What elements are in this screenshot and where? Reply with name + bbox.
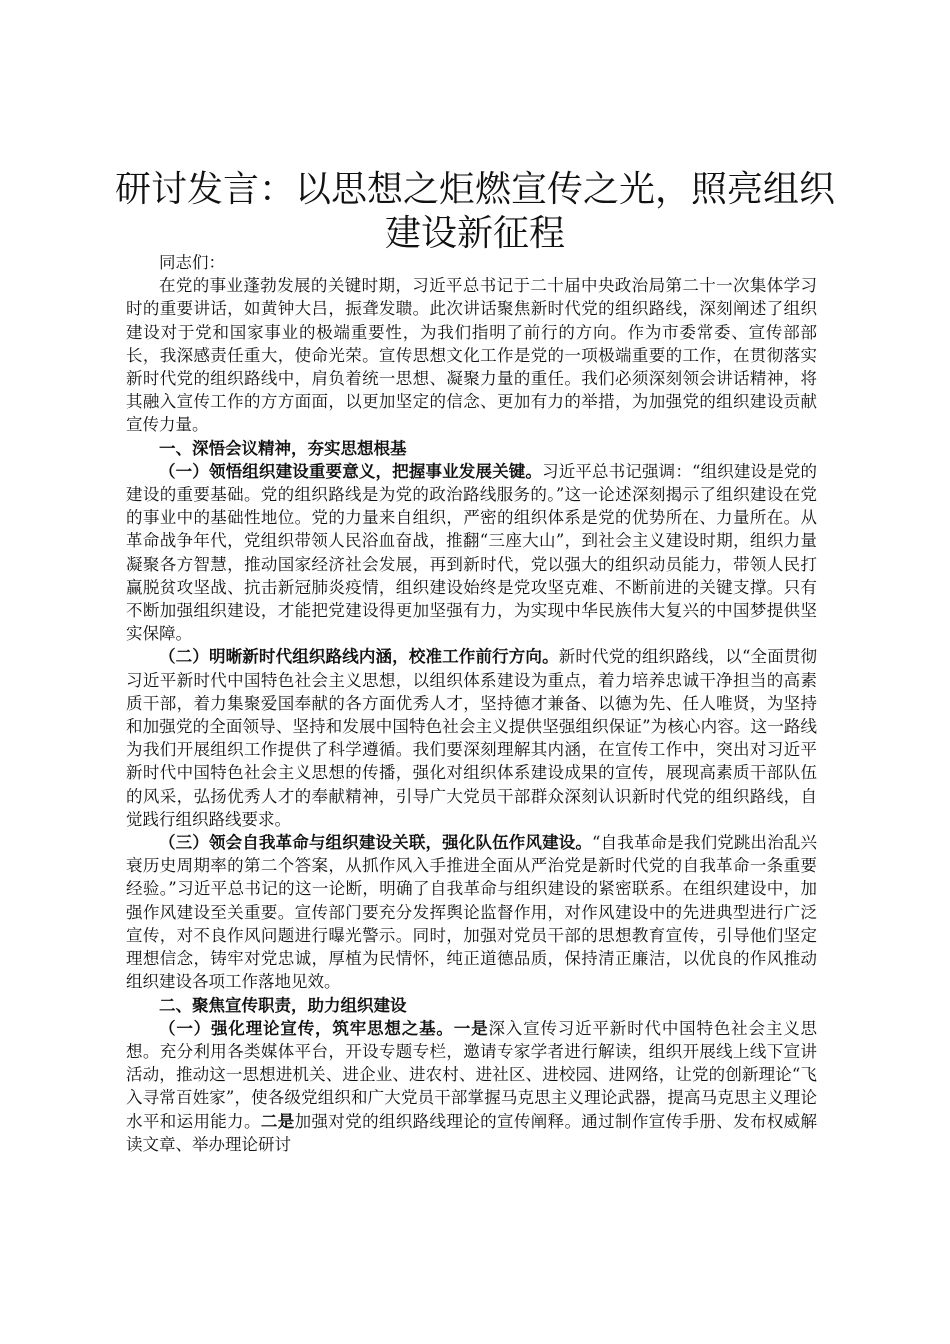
section-1-paragraph-3 [126,831,817,993]
paragraph-lead: （二）明晰新时代组织路线内涵，校准工作前行方向。 [159,647,559,667]
paragraph-text: 加强对党的组织路线理论的宣传阐释。通过制作宣传手册、发布权威解读文章、举办理论研讨 [126,1111,818,1154]
document-body [126,251,817,1156]
paragraph-text: 新时代党的组织路线，以“全面贯彻习近平新时代中国特色社会主义思想，以组织体系建设为重点，着力培养忠诚干净担当的高素质干部，着力集聚爱国奉献的各方面优秀人才，坚持德才兼备、以德为先、任人唯贤，为坚持和加强党的全面领导、坚持和发展中国特色社会主义提供坚强组织保证”为核心内容。这一路线为我们开展组织工作提供了科学遵循。我们要深刻理解其内涵，在宣传工作中，突出对习近平新时代中国特色社会主义思想的传播，强化对组织体系建设成果的宣传，展现高素质干部队伍的风采，弘扬优秀人才的奉献精神，引导广大党员干部群众深刻认识新时代党的组织路线，自觉践行组织路线要求。 [126,647,818,829]
document-title [110,168,840,256]
section-1-paragraph-1 [126,460,817,646]
title-line-1: 研讨发言：以思想之炬燃宣传之光，照亮组织 [114,169,835,210]
intro-paragraph: 在党的事业蓬勃发展的关键时期，习近平总书记于二十届中央政治局第二十一次集体学习时的重要讲话，如黄钟大吕，振聋发聩。此次讲话聚焦新时代党的组织路线，深刻阐述了组织建设对于党和国家事业的极端重要性，为我们指明了前行的方向。作为市委常委、宣传部部长，我深感责任重大，使命光荣。宣传思想文化工作是党的一项极端重要的工作，在贯彻落实新时代党的组织路线中，肩负着统一思想、凝聚力量的重任。我们必须深刻领会讲话精神，将其融入宣传工作的方方面面，以更加坚定的信念、更加有力的举措，为加强党的组织建设贡献宣传力量。 [126,276,817,435]
section-2-paragraph-1 [126,1017,817,1156]
section-2-heading: 二、聚焦宣传职责，助力组织建设 [159,995,407,1015]
paragraph-lead: （一）强化理论宣传，筑牢思想之基。 [159,1018,454,1038]
paragraph-text: 习近平总书记强调：“组织建设是党的建设的重要基础。党的组织路线是为党的政治路线服务的。”这一论述深刻揭示了组织建设在党的事业中的基础性地位。党的力量来自组织，严密的组织体系是党的优势所在、力量所在。从革命战争年代，党组织带领人民浴血奋战，推翻“三座大山”，到社会主义建设时期，组织力量凝聚各方智慧，推动国家经济社会发展，再到新时代，党以强大的组织动员能力，带领人民打赢脱贫攻坚战、抗击新冠肺炎疫情，组织建设始终是党攻坚克难、不断前进的关键支撑。只有不断加强组织建设，才能把党建设得更加坚强有力，为实现中华民族伟大复兴的中国梦提供坚实保障。 [126,461,818,644]
section-1-paragraph-2 [126,645,817,831]
salutation: 同志们： [159,253,225,272]
paragraph-text: 深入宣传习近平新时代中国特色社会主义思想。充分利用各类媒体平台，开设专题专栏，邀请专家学者进行解读，组织开展线上线下宣讲活动，推动这一思想进机关、进企业、进农村、进社区、进校园、进网络，让党的创新理论“飞入寻常百姓家”，使各级党组织和广大党员干部掌握马克思主义理论武器，提高马克思主义理论水平和运用能力。 [126,1018,818,1131]
paragraph-text: “自我革命是我们党跳出治乱兴衰历史周期率的第二个答案，从抓作风入手推进全面从严治党是新时代党的自我革命一条重要经验。”习近平总书记的这一论断，明确了自我革命与组织建设的紧密联系。在组织建设中，加强作风建设至关重要。宣传部门要充分发挥舆论监督作用，对作风建设中的先进典型进行广泛宣传，对不良作风问题进行曝光警示。同时，加强对党员干部的思想教育宣传，引导他们坚定理想信念，铸牢对党忠诚，厚植为民情怀，纯正道德品质，保持清正廉洁，以优良的作风推动组织建设各项工作落地见效。 [126,833,818,992]
point-one-marker: 一是 [453,1018,489,1038]
section-1-heading: 一、深悟会议精神，夯实思想根基 [159,438,407,458]
paragraph-lead: （一）领悟组织建设重要意义，把握事业发展关键。 [159,461,543,481]
point-two-marker: 二是 [260,1111,295,1131]
paragraph-lead: （三）领会自我革命与组织建设关联，强化队伍作风建设。 [159,833,593,853]
title-line-2: 建设新征程 [384,213,565,254]
